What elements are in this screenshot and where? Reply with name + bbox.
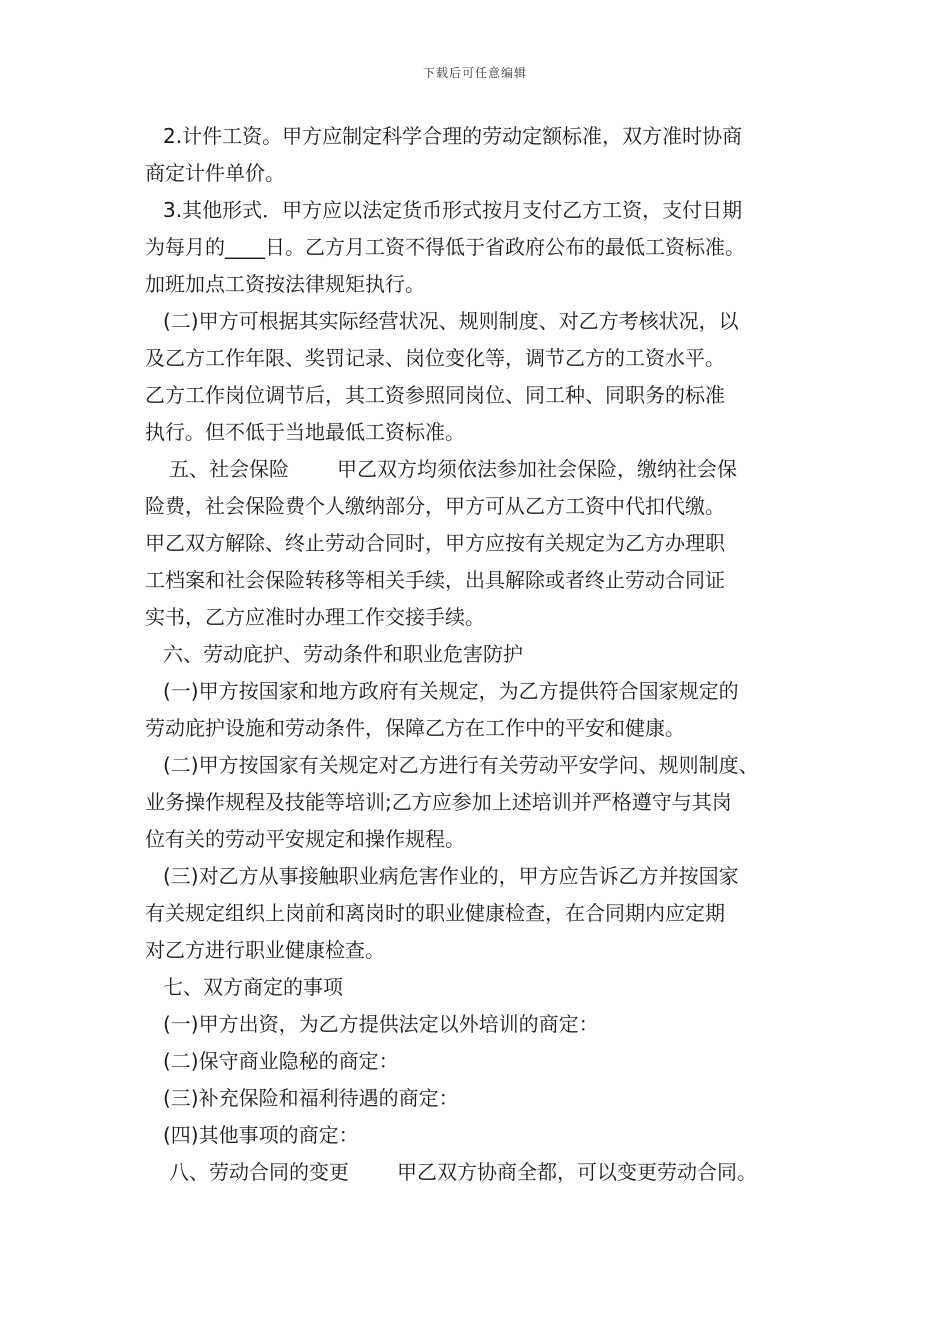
section-heading-line xyxy=(145,1154,835,1191)
paragraph-line: 工档案和社会保险转移等相关手续，出具解除或者终止劳动合同证 xyxy=(145,568,725,592)
paragraph-line: (三)补充保险和福利待遇的商定： xyxy=(163,1086,459,1110)
paragraph-line: 有关规定组织上岗前和离岗时的职业健康检查，在合同期内应定期 xyxy=(145,901,725,925)
paragraph-line: 为每月的____日。乙方月工资不得低于省政府公布的最低工资标准。 xyxy=(145,235,745,259)
paragraph-line: 乙方工作岗位调节后，其工资参照同岗位、同工种、同职务的标准 xyxy=(145,383,725,407)
section-body: 甲乙双方均须依法参加社会保险，缴纳社会保 xyxy=(337,457,737,481)
paragraph-line: 2.计件工资。甲方应制定科学合理的劳动定额标准，双方准时协商 xyxy=(163,124,743,148)
paragraph-line: 甲乙双方解除、终止劳动合同时，甲方应按有关规定为乙方办理职 xyxy=(145,531,725,555)
paragraph-line: (二)甲方按国家有关规定对乙方进行有关劳动平安学问、规则制度、 xyxy=(163,753,759,777)
paragraph-line: 商定计件单价。 xyxy=(145,161,285,185)
paragraph-line: (二)甲方可根据其实际经营状况、规则制度、对乙方考核状况，以 xyxy=(163,309,739,333)
document-body xyxy=(145,118,835,1191)
paragraph-line: 及乙方工作年限、奖罚记录、岗位变化等，调节乙方的工资水平。 xyxy=(145,346,725,370)
paragraph-line: 险费，社会保险费个人缴纳部分，甲方可从乙方工资中代扣代缴。 xyxy=(145,494,725,518)
section-heading: 七、双方商定的事项 xyxy=(163,975,343,999)
section-body: 甲乙双方协商全都，可以变更劳动合同。 xyxy=(397,1160,757,1184)
paragraph-line: (四)其他事项的商定： xyxy=(163,1123,359,1147)
page-header: 下载后可任意编辑 xyxy=(422,66,527,80)
paragraph-line: (一)甲方按国家和地方政府有关规定，为乙方提供符合国家规定的 xyxy=(163,679,739,703)
paragraph-line: (三)对乙方从事接触职业病危害作业的，甲方应告诉乙方并按国家 xyxy=(163,864,739,888)
paragraph-line: (一)甲方出资，为乙方提供法定以外培训的商定： xyxy=(163,1012,599,1036)
paragraph-line: 业务操作规程及技能等培训;乙方应参加上述培训并严格遵守与其岗 xyxy=(145,790,732,814)
paragraph-line: 加班加点工资按法律规矩执行。 xyxy=(145,272,425,296)
paragraph-line: 对乙方进行职业健康检查。 xyxy=(145,938,385,962)
section-heading: 五、社会保险 xyxy=(169,457,289,481)
section-heading: 八、劳动合同的变更 xyxy=(169,1160,349,1184)
paragraph-line: 3.其他形式．甲方应以法定货币形式按月支付乙方工资，支付日期 xyxy=(163,198,743,222)
paragraph-line: 实书，乙方应准时办理工作交接手续。 xyxy=(145,605,485,629)
paragraph-line: 位有关的劳动平安规定和操作规程。 xyxy=(145,827,465,851)
paragraph-line: 执行。但不低于当地最低工资标准。 xyxy=(145,420,465,444)
paragraph-line: (二)保守商业隐秘的商定： xyxy=(163,1049,399,1073)
section-heading: 六、劳动庇护、劳动条件和职业危害防护 xyxy=(163,642,523,666)
section-heading-line xyxy=(145,451,835,488)
paragraph-line: 劳动庇护设施和劳动条件，保障乙方在工作中的平安和健康。 xyxy=(145,716,685,740)
